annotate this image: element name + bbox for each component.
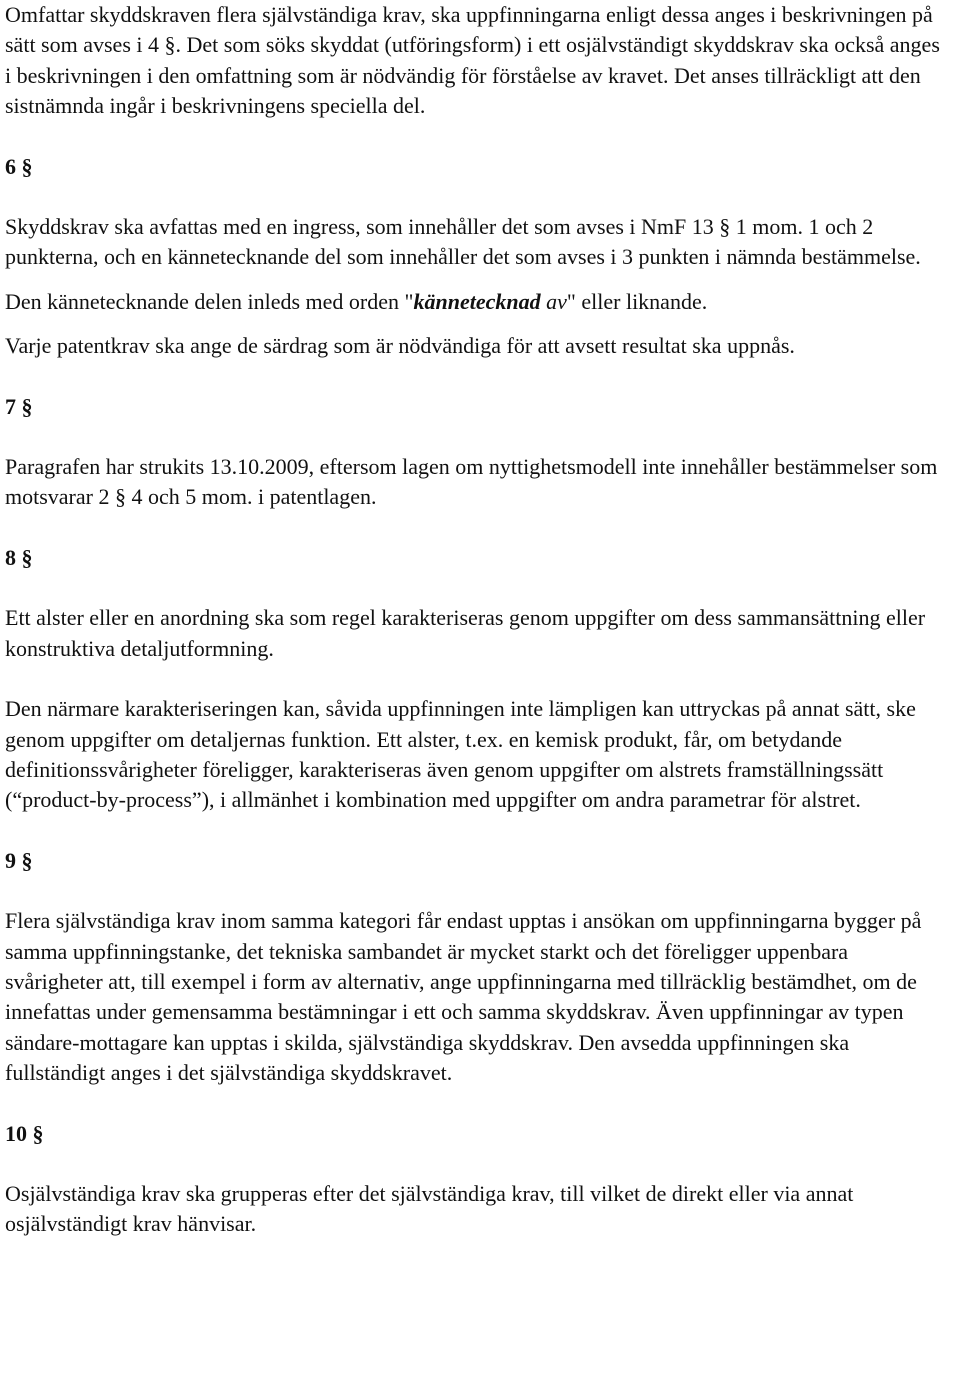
- characterizing-term-italic: av: [546, 288, 567, 314]
- paragraph-6-characterizing-part: [5, 287, 948, 317]
- section-heading-6: 6 §: [5, 153, 33, 179]
- paragraph-9-independent-claims: Flera självständiga krav inom samma kategori får endast upptas i ansökan om uppfinningarna bygger på samma uppfinningstanke, det tekniska sambandet är mycket starkt och det föreligger uppenbara svårigheter att, till exempel i form av alternativ, ange uppfinningarna med tillräcklig bestämdhet, om de innefattas under gemensamma bestämningar i ett och samma skyddskrav. Även uppfinningar av typen sändare-mottagare kan upptas i skilda, självständiga skyddskrav. Den avsedda uppfinningen ska fullständigt anges i det självständiga skyddskravet.: [5, 908, 922, 1086]
- section-heading-7: 7 §: [5, 393, 33, 419]
- section-heading-10: 10 §: [5, 1120, 44, 1146]
- characterizing-text-pre: Den kännetecknande delen inleds med orden ": [5, 288, 414, 314]
- section-heading-8: 8 §: [5, 544, 33, 570]
- paragraph-8-characterization: Ett alster eller en anordning ska som regel karakteriseras genom uppgifter om dess sammansättning eller konstruktiva detaljutformning.: [5, 605, 926, 661]
- characterizing-text-post: " eller liknande.: [566, 288, 708, 314]
- paragraph-5-continuation: Omfattar skyddskraven flera självständiga krav, ska uppfinningarna enligt dessa anges i beskrivningen på sätt som avses i 4 §. Det som söks skyddat (utföringsform) i ett osjälvständigt skyddskrav ska också anges i beskrivningen i den omfattning som är nödvändig för förståelse av kravet. Det anses tillräckligt att den sistnämnda ingår i beskrivningens speciella del.: [5, 2, 940, 119]
- paragraph-7-repealed: Paragrafen har strukits 13.10.2009, eftersom lagen om nyttighetsmodell inte innehåller bestämmelser som motsvarar 2 § 4 och 5 mom. i patentlagen.: [5, 454, 938, 510]
- characterizing-term-bold: kännetecknad: [413, 288, 541, 314]
- paragraph-6-essential-features: Varje patentkrav ska ange de särdrag som är nödvändiga för att avsett resultat ska uppnås.: [5, 333, 795, 359]
- paragraph-8-detailed-characterization: Den närmare karakteriseringen kan, såvida uppfinningen inte lämpligen kan uttryckas på annat sätt, ske genom uppgifter om detaljernas funktion. Ett alster, t.ex. en kemisk produkt, får, om betydande definitionssvårigheter föreligger, karakteriseras även genom uppgifter om alstrets framställningssätt (“product-by-process”), i allmänhet i kombination med uppgifter om andra parametrar för alstret.: [5, 696, 916, 813]
- section-heading-9: 9 §: [5, 847, 33, 873]
- paragraph-10-dependent-claims: Osjälvständiga krav ska grupperas efter det självständiga krav, till vilket de direkt eller via annat osjälvständigt krav hänvisar.: [5, 1180, 854, 1237]
- paragraph-6-claims-format: Skyddskrav ska avfattas med en ingress, som innehåller det som avses i NmF 13 § 1 mom. 1 och 2 punkterna, och en kännetecknande del som innehåller det som avses i 3 punkten i nämnda bestämmelse.: [5, 214, 921, 270]
